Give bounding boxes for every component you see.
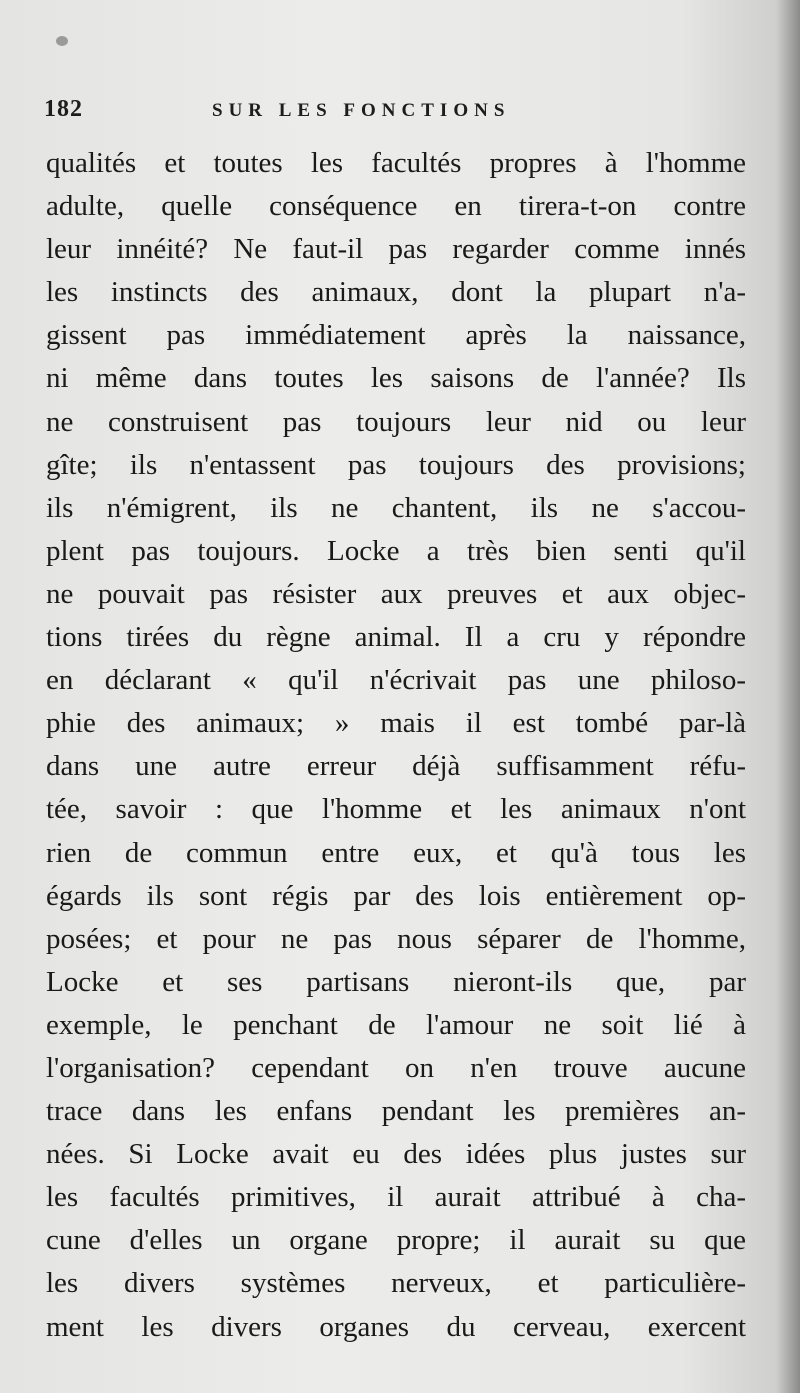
- text-line: ment les divers organes du cerveau, exercent: [46, 1310, 746, 1343]
- text-line: les divers systèmes nerveux, et particulière-: [46, 1267, 746, 1300]
- text-line: dans une autre erreur déjà suffisamment réfu-: [46, 750, 746, 783]
- text-line: qualités et toutes les facultés propres à l'homme: [46, 147, 746, 179]
- text-line: Locke et ses partisans nieront-ils que, par: [46, 965, 746, 998]
- text-line: ne pouvait pas résister aux preuves et aux objec-: [46, 577, 746, 610]
- running-title: SUR LES FONCTIONS: [212, 100, 511, 121]
- text-line: ne construisent pas toujours leur nid ou leur: [46, 405, 746, 438]
- text-line: les instincts des animaux, dont la plupart n'a-: [46, 276, 746, 309]
- text-line: ils n'émigrent, ils ne chantent, ils ne s'accou-: [46, 491, 746, 524]
- text-line: nées. Si Locke avait eu des idées plus justes sur: [46, 1138, 746, 1171]
- text-line: les facultés primitives, il aurait attribué à cha-: [46, 1181, 746, 1214]
- text-line: phie des animaux; » mais il est tombé par-là: [46, 707, 746, 740]
- text-line: posées; et pour ne pas nous séparer de l'homme,: [46, 922, 746, 955]
- text-line: tée, savoir : que l'homme et les animaux n'ont: [46, 793, 746, 826]
- text-line: ni même dans toutes les saisons de l'année? Ils: [46, 362, 746, 395]
- text-line: adulte, quelle conséquence en tirera-t-on contre: [46, 190, 746, 223]
- text-line: exemple, le penchant de l'amour ne soit lié à: [46, 1008, 746, 1041]
- text-line: en déclarant « qu'il n'écrivait pas une philoso-: [46, 664, 746, 697]
- text-line: trace dans les enfans pendant les premières an-: [46, 1095, 746, 1128]
- text-line: égards ils sont régis par des lois entièrement op-: [46, 879, 746, 912]
- text-line: gîte; ils n'entassent pas toujours des provisions;: [46, 448, 746, 481]
- text-line: plent pas toujours. Locke a très bien senti qu'il: [46, 534, 746, 567]
- page-number: 182: [44, 96, 83, 122]
- text-line: l'organisation? cependant on n'en trouve aucune: [46, 1051, 746, 1084]
- text-line: rien de commun entre eux, et qu'à tous les: [46, 836, 746, 869]
- page-header: [44, 96, 744, 130]
- body-text: [46, 142, 746, 1349]
- text-line: tions tirées du règne animal. Il a cru y répondre: [46, 621, 746, 654]
- ink-spot: [56, 36, 68, 46]
- text-line: gissent pas immédiatement après la naissance,: [46, 319, 746, 352]
- text-line: cune d'elles un organe propre; il aurait su que: [46, 1224, 746, 1257]
- text-line: leur innéité? Ne faut-il pas regarder comme innés: [46, 233, 746, 266]
